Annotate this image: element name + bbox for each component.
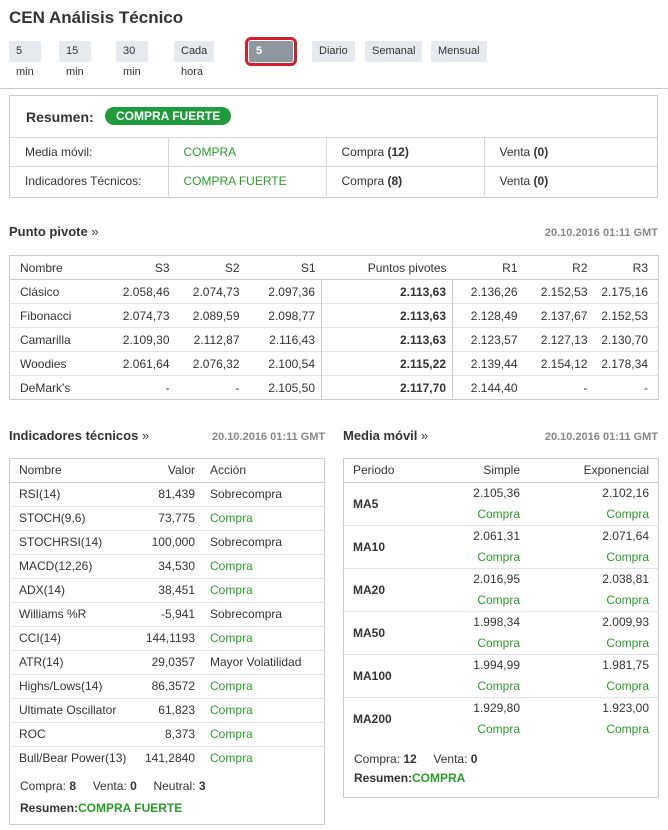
indicator-name: ATR(14) (9, 650, 135, 674)
summary-row-indicators (10, 167, 657, 196)
ma-simple-action: Compra (477, 549, 520, 564)
tab-hourly[interactable]: Cada hora (174, 41, 214, 62)
indicators-title[interactable]: Indicadores técnicos » (9, 428, 150, 443)
indicator-row (9, 674, 325, 698)
ma-simple-value: 2.061,31 (423, 525, 523, 546)
ma-period: MA200 (343, 697, 423, 740)
indicator-row (9, 530, 325, 554)
pivot-row (10, 376, 659, 400)
summary-label: Resumen: (26, 109, 94, 125)
indicator-value: 100,000 (135, 530, 199, 554)
summary-row-signal: COMPRA (168, 138, 326, 167)
indicator-value: 29,0357 (135, 650, 199, 674)
ma-simple-value: 1.994,99 (423, 654, 523, 675)
ma-period: MA50 (343, 611, 423, 654)
ma-exp-value: 1.981,75 (523, 654, 659, 675)
indicator-action: Compra (199, 674, 325, 698)
indicator-name: STOCH(9,6) (9, 506, 135, 530)
pivot-cell: 2.127,13 (524, 328, 594, 352)
pivot-row (10, 328, 659, 352)
ma-row (343, 525, 659, 546)
pivot-cell: 2.100,54 (246, 352, 322, 376)
summary-row-name: Media móvil: (10, 138, 168, 167)
col-header: R1 (453, 256, 524, 280)
indicator-value: 38,451 (135, 578, 199, 602)
indicator-name: RSI(14) (9, 482, 135, 506)
pivot-row-name: DeMark's (10, 376, 93, 400)
indicator-value: 61,823 (135, 698, 199, 722)
ma-simple-value: 2.105,36 (423, 482, 523, 503)
pivot-row-name: Camarilla (10, 328, 93, 352)
col-header: S3 (93, 256, 176, 280)
pivot-row (10, 280, 659, 304)
col-header: Puntos pivotes (322, 256, 453, 280)
indicator-name: ROC (9, 722, 135, 746)
pivot-cell: 2.074,73 (93, 304, 176, 328)
col-header: Periodo (343, 458, 423, 482)
pivot-cell: 2.113,63 (322, 280, 453, 304)
ma-counts: Compra: 12 Venta: 0 (354, 752, 478, 766)
indicator-value: 141,2840 (135, 746, 199, 770)
pivot-cell: 2.136,26 (453, 280, 524, 304)
indicator-row (9, 722, 325, 746)
pivot-cell: 2.113,63 (322, 304, 453, 328)
pivot-cell: 2.109,30 (93, 328, 176, 352)
indicator-value: 86,3572 (135, 674, 199, 698)
indicator-row (9, 506, 325, 530)
col-header: Nombre (9, 458, 135, 482)
pivot-cell: 2.178,34 (594, 352, 659, 376)
indicator-action: Compra (199, 698, 325, 722)
pivot-table (9, 255, 659, 400)
col-header: Acción (199, 458, 325, 482)
indicator-action: Compra (199, 626, 325, 650)
indicator-row (9, 554, 325, 578)
indicator-row (9, 698, 325, 722)
col-header: Valor (135, 458, 199, 482)
ma-title[interactable]: Media móvil » (343, 428, 429, 443)
summary-row-signal: COMPRA FUERTE (168, 167, 326, 196)
ma-simple-value: 2.016,95 (423, 568, 523, 589)
col-header: R2 (524, 256, 594, 280)
ma-period: MA5 (343, 482, 423, 525)
pivot-row-name: Clásico (10, 280, 93, 304)
indicator-name: Ultimate Oscillator (9, 698, 135, 722)
ma-exp-value: 2.038,81 (523, 568, 659, 589)
ma-simple-action: Compra (477, 592, 520, 607)
summary-table (10, 137, 657, 196)
tab-monthly[interactable]: Mensual (431, 41, 487, 62)
ma-summary: Resumen:COMPRA (354, 771, 466, 785)
pivot-cell: 2.152,53 (524, 280, 594, 304)
ma-exp-value: 1.923,00 (523, 697, 659, 718)
indicator-row (9, 626, 325, 650)
page-title: CEN Análisis Técnico (9, 8, 184, 27)
indicator-name: STOCHRSI(14) (9, 530, 135, 554)
ma-exp-value: 2.071,64 (523, 525, 659, 546)
ma-period: MA100 (343, 654, 423, 697)
pivot-row-name: Fibonacci (10, 304, 93, 328)
pivot-cell: 2.089,59 (176, 304, 246, 328)
indicator-name: CCI(14) (9, 626, 135, 650)
indicator-row (9, 602, 325, 626)
indicator-action: Compra (199, 746, 325, 770)
pivot-cell: 2.097,36 (246, 280, 322, 304)
summary-badge: COMPRA FUERTE (105, 107, 231, 125)
indicator-name: Bull/Bear Power(13) (9, 746, 135, 770)
indicators-counts: Compra: 8 Venta: 0 Neutral: 3 (20, 779, 206, 793)
pivot-cell: - (524, 376, 594, 400)
indicator-action: Sobrecompra (199, 602, 325, 626)
pivot-cell: 2.076,32 (176, 352, 246, 376)
indicator-action: Compra (199, 722, 325, 746)
indicator-value: 34,530 (135, 554, 199, 578)
ma-simple-action: Compra (477, 722, 520, 736)
indicator-row (9, 482, 325, 506)
tab-5min[interactable]: 5 min (9, 41, 41, 62)
pivot-cell: 2.152,53 (594, 304, 659, 328)
tab-daily[interactable]: Diario (312, 41, 355, 62)
pivot-cell: 2.137,67 (524, 304, 594, 328)
ma-exp-action: Compra (606, 722, 649, 736)
pivot-cell: 2.116,43 (246, 328, 322, 352)
ma-row (343, 482, 659, 503)
col-header: Exponencial (523, 458, 659, 482)
ma-row (343, 611, 659, 632)
indicators-timestamp: 20.10.2016 01:11 GMT (212, 431, 326, 443)
pivot-cell: 2.139,44 (453, 352, 524, 376)
pivot-header-row (10, 256, 659, 280)
ma-exp-value: 2.009,93 (523, 611, 659, 632)
indicators-header-row (9, 458, 325, 482)
tab-30min[interactable]: 30 min (116, 41, 148, 62)
pivot-row-name: Woodies (10, 352, 93, 376)
ma-header-row (343, 458, 659, 482)
pivot-cell: 2.175,16 (594, 280, 659, 304)
indicators-summary: Resumen:COMPRA FUERTE (20, 801, 183, 815)
pivot-cell: 2.058,46 (93, 280, 176, 304)
indicator-name: ADX(14) (9, 578, 135, 602)
pivot-cell: 2.098,77 (246, 304, 322, 328)
pivot-cell: 2.154,12 (524, 352, 594, 376)
indicator-name: Williams %R (9, 602, 135, 626)
ma-row (343, 697, 659, 718)
indicator-value: -5,941 (135, 602, 199, 626)
indicator-value: 8,373 (135, 722, 199, 746)
pivot-cell: 2.123,57 (453, 328, 524, 352)
pivot-cell: 2.113,63 (322, 328, 453, 352)
indicator-action: Compra (199, 506, 325, 530)
ma-row (343, 654, 659, 675)
pivot-cell: - (93, 376, 176, 400)
indicator-row (9, 650, 325, 674)
ma-exp-value: 2.102,16 (523, 482, 659, 503)
pivot-cell: 2.117,70 (322, 376, 453, 400)
indicator-value: 144,1193 (135, 626, 199, 650)
pivot-cell: 2.115,22 (322, 352, 453, 376)
ma-simple-action: Compra (477, 506, 520, 521)
ma-exp-action: Compra (606, 549, 649, 564)
indicator-name: Highs/Lows(14) (9, 674, 135, 698)
tab-15min[interactable]: 15 min (59, 41, 91, 62)
indicator-action: Mayor Volatilidad (199, 650, 325, 674)
indicators-panel (9, 458, 325, 825)
ma-simple-value: 1.929,80 (423, 697, 523, 718)
ma-exp-action: Compra (606, 635, 649, 650)
col-header: Nombre (10, 256, 93, 280)
pivot-row (10, 304, 659, 328)
summary-panel (9, 95, 658, 198)
pivot-cell: 2.144,40 (453, 376, 524, 400)
ma-panel (343, 458, 659, 798)
summary-row-sell: Venta (0) (484, 138, 657, 167)
pivot-cell: 2.105,50 (246, 376, 322, 400)
pivot-cell: - (594, 376, 659, 400)
summary-row-ma (10, 138, 657, 167)
indicator-action: Compra (199, 554, 325, 578)
summary-row-buy: Compra (12) (326, 138, 484, 167)
indicator-value: 81,439 (135, 482, 199, 506)
pivot-cell: 2.130,70 (594, 328, 659, 352)
ma-simple-action: Compra (477, 635, 520, 650)
divider (0, 88, 668, 89)
ma-exp-action: Compra (606, 592, 649, 607)
ma-exp-action: Compra (606, 678, 649, 693)
ma-row (343, 568, 659, 589)
summary-row-sell: Venta (0) (484, 167, 657, 196)
pivot-cell: - (176, 376, 246, 400)
indicator-value: 73,775 (135, 506, 199, 530)
col-header: R3 (594, 256, 659, 280)
col-header: Simple (423, 458, 523, 482)
pivot-title[interactable]: Punto pivote » (9, 224, 99, 239)
pivot-cell: 2.074,73 (176, 280, 246, 304)
col-header: S1 (246, 256, 322, 280)
ma-period: MA10 (343, 525, 423, 568)
ma-simple-action: Compra (477, 678, 520, 693)
indicator-action: Sobrecompra (199, 482, 325, 506)
indicator-action: Sobrecompra (199, 530, 325, 554)
ma-simple-value: 1.998,34 (423, 611, 523, 632)
pivot-cell: 2.112,87 (176, 328, 246, 352)
indicator-row (9, 746, 325, 770)
col-header: S2 (176, 256, 246, 280)
pivot-timestamp: 20.10.2016 01:11 GMT (544, 227, 658, 239)
ma-period: MA20 (343, 568, 423, 611)
pivot-cell: 2.128,49 (453, 304, 524, 328)
summary-row-buy: Compra (8) (326, 167, 484, 196)
pivot-cell: 2.061,64 (93, 352, 176, 376)
indicator-name: MACD(12,26) (9, 554, 135, 578)
indicator-action: Compra (199, 578, 325, 602)
tab-5hours[interactable]: 5 horas (249, 41, 293, 62)
pivot-row (10, 352, 659, 376)
ma-timestamp: 20.10.2016 01:11 GMT (544, 431, 658, 443)
ma-table (343, 458, 659, 740)
summary-row-name: Indicadores Técnicos: (10, 167, 168, 196)
indicators-table (9, 458, 325, 770)
ma-exp-action: Compra (606, 506, 649, 521)
tab-weekly[interactable]: Semanal (365, 41, 422, 62)
indicator-row (9, 578, 325, 602)
